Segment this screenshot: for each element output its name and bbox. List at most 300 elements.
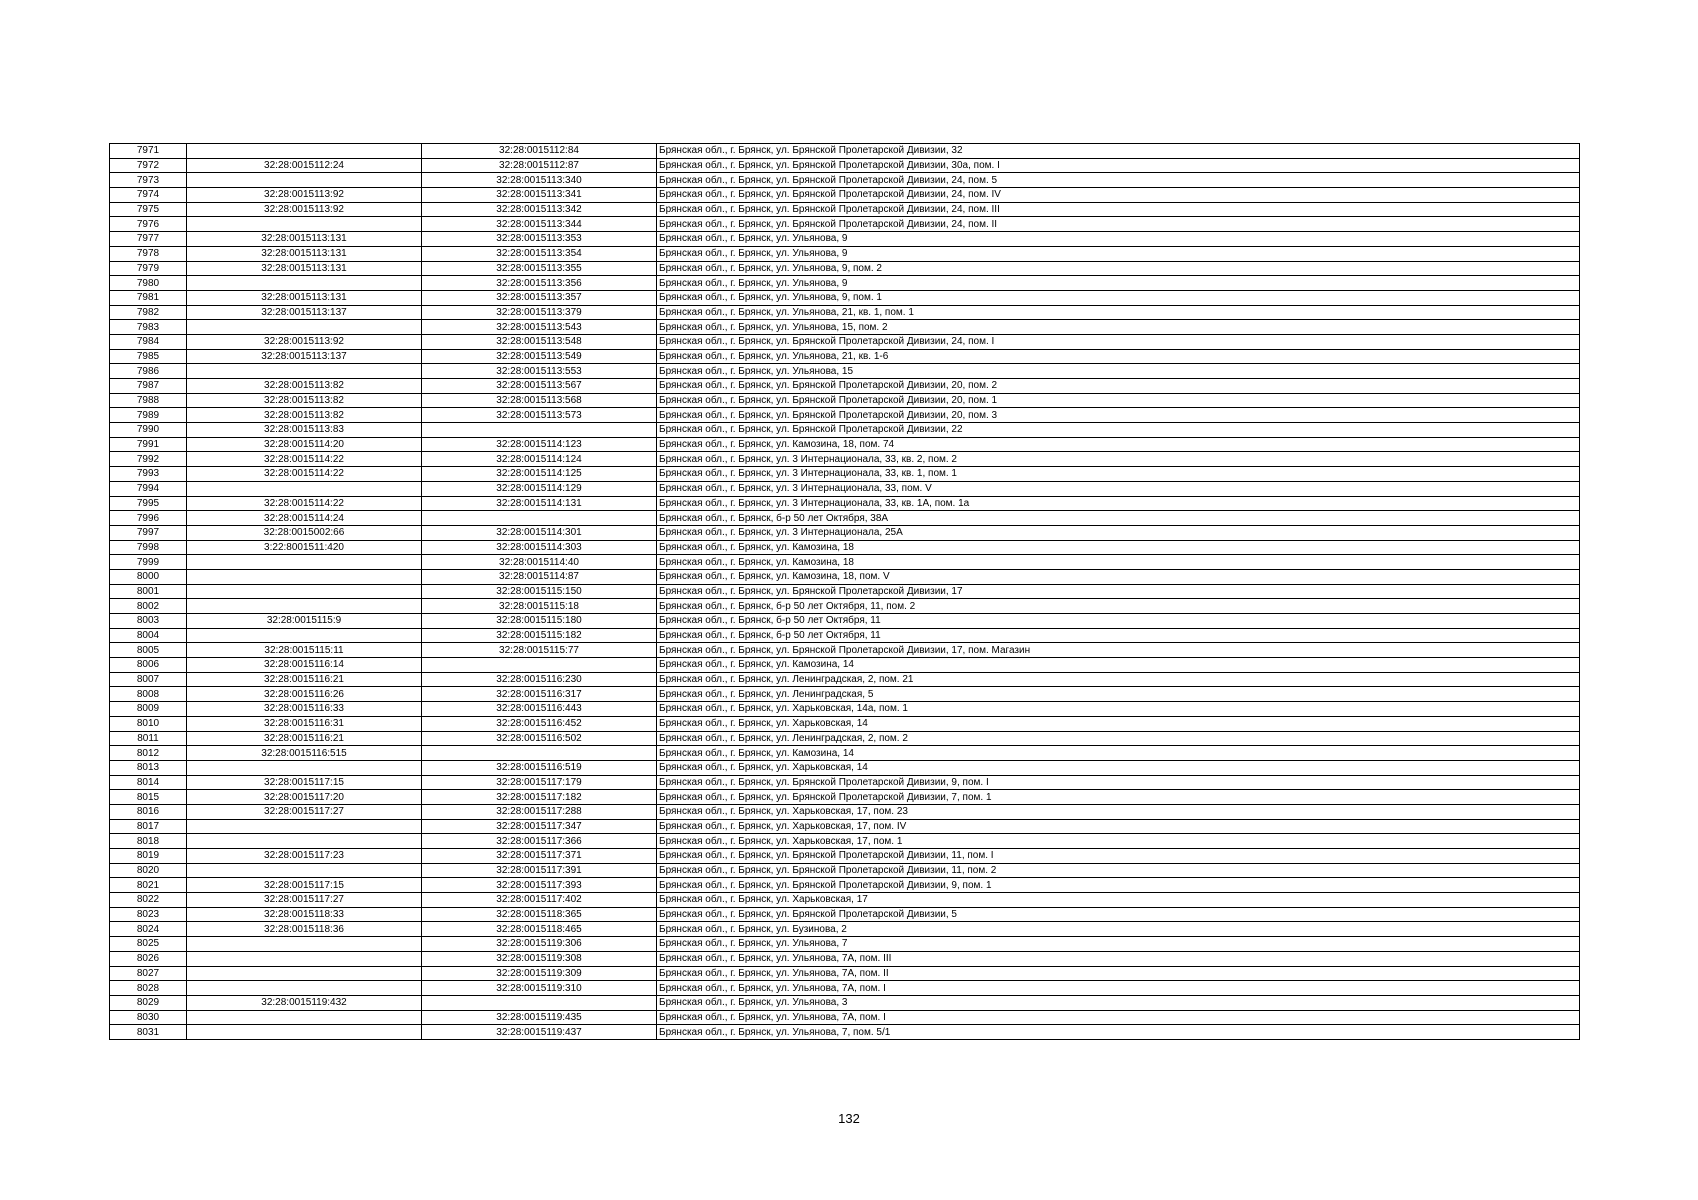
row-number-cell: 8013 <box>110 760 187 775</box>
parent-cadastral-number-cell: 32:28:0015116:26 <box>187 687 422 702</box>
table-row <box>110 731 1580 746</box>
cadastral-number-cell: 32:28:0015113:355 <box>422 261 657 276</box>
cadastral-number-cell: 32:28:0015113:573 <box>422 408 657 423</box>
parent-cadastral-number-cell <box>187 628 422 643</box>
parent-cadastral-number-cell: 32:28:0015113:82 <box>187 393 422 408</box>
row-number-cell: 7982 <box>110 305 187 320</box>
table-row <box>110 937 1580 952</box>
cadastral-number-cell: 32:28:0015119:310 <box>422 981 657 996</box>
cadastral-number-cell <box>422 423 657 438</box>
cadastral-number-cell: 32:28:0015116:502 <box>422 731 657 746</box>
cadastral-number-cell: 32:28:0015113:553 <box>422 364 657 379</box>
address-cell: Брянская обл., г. Брянск, ул. 3 Интернационала, 33, кв. 1А, пом. 1а <box>657 496 1580 511</box>
parent-cadastral-number-cell: 32:28:0015114:20 <box>187 437 422 452</box>
address-cell: Брянская обл., г. Брянск, ул. Ульянова, 9 <box>657 246 1580 261</box>
address-cell: Брянская обл., г. Брянск, ул. Камозина, 18 <box>657 540 1580 555</box>
address-cell: Брянская обл., г. Брянск, ул. Брянской Пролетарской Дивизии, 20, пом. 3 <box>657 408 1580 423</box>
cadastral-number-cell: 32:28:0015116:317 <box>422 687 657 702</box>
cadastral-number-cell: 32:28:0015117:182 <box>422 790 657 805</box>
parent-cadastral-number-cell: 32:28:0015118:36 <box>187 922 422 937</box>
address-cell: Брянская обл., г. Брянск, б-р 50 лет Октября, 11 <box>657 628 1580 643</box>
cadastral-number-cell: 32:28:0015113:357 <box>422 290 657 305</box>
row-number-cell: 7986 <box>110 364 187 379</box>
parent-cadastral-number-cell: 32:28:0015114:22 <box>187 452 422 467</box>
parent-cadastral-number-cell <box>187 760 422 775</box>
address-cell: Брянская обл., г. Брянск, ул. Брянской Пролетарской Дивизии, 11, пом. 2 <box>657 863 1580 878</box>
parent-cadastral-number-cell: 32:28:0015116:21 <box>187 672 422 687</box>
table-row <box>110 393 1580 408</box>
table-row <box>110 290 1580 305</box>
table-row <box>110 1010 1580 1025</box>
row-number-cell: 8026 <box>110 951 187 966</box>
cadastral-number-cell: 32:28:0015117:347 <box>422 819 657 834</box>
address-cell: Брянская обл., г. Брянск, ул. Брянской Пролетарской Дивизии, 11, пом. I <box>657 849 1580 864</box>
address-cell: Брянская обл., г. Брянск, ул. Брянской Пролетарской Дивизии, 24, пом. 5 <box>657 173 1580 188</box>
parent-cadastral-number-cell <box>187 937 422 952</box>
cadastral-number-cell: 32:28:0015112:84 <box>422 144 657 159</box>
table-row <box>110 1025 1580 1040</box>
table-row <box>110 790 1580 805</box>
parent-cadastral-number-cell <box>187 951 422 966</box>
table-row <box>110 995 1580 1010</box>
parent-cadastral-number-cell: 32:28:0015113:92 <box>187 188 422 203</box>
cadastral-number-cell: 32:28:0015113:568 <box>422 393 657 408</box>
table-row <box>110 188 1580 203</box>
table-row <box>110 643 1580 658</box>
table-row <box>110 423 1580 438</box>
parent-cadastral-number-cell: 32:28:0015116:515 <box>187 746 422 761</box>
table-row <box>110 922 1580 937</box>
parent-cadastral-number-cell: 32:28:0015115:11 <box>187 643 422 658</box>
row-number-cell: 7996 <box>110 511 187 526</box>
table-row <box>110 716 1580 731</box>
parent-cadastral-number-cell: 32:28:0015113:92 <box>187 202 422 217</box>
parent-cadastral-number-cell: 32:28:0015002:66 <box>187 525 422 540</box>
parent-cadastral-number-cell: 32:28:0015117:23 <box>187 849 422 864</box>
table-row <box>110 158 1580 173</box>
row-number-cell: 7990 <box>110 423 187 438</box>
cadastral-number-cell: 32:28:0015114:40 <box>422 555 657 570</box>
cadastral-number-cell: 32:28:0015115:18 <box>422 599 657 614</box>
address-cell: Брянская обл., г. Брянск, ул. Брянской Пролетарской Дивизии, 30а, пом. I <box>657 158 1580 173</box>
cadastral-number-cell: 32:28:0015113:549 <box>422 349 657 364</box>
table-row <box>110 878 1580 893</box>
parent-cadastral-number-cell: 32:28:0015113:82 <box>187 379 422 394</box>
row-number-cell: 8008 <box>110 687 187 702</box>
row-number-cell: 7998 <box>110 540 187 555</box>
parent-cadastral-number-cell: 32:28:0015113:82 <box>187 408 422 423</box>
row-number-cell: 7972 <box>110 158 187 173</box>
row-number-cell: 7979 <box>110 261 187 276</box>
address-cell: Брянская обл., г. Брянск, ул. Ульянова, 15, пом. 2 <box>657 320 1580 335</box>
registry-table <box>109 143 1580 1040</box>
parent-cadastral-number-cell <box>187 569 422 584</box>
table-row <box>110 349 1580 364</box>
cadastral-number-cell: 32:28:0015117:393 <box>422 878 657 893</box>
parent-cadastral-number-cell <box>187 173 422 188</box>
address-cell: Брянская обл., г. Брянск, ул. Камозина, 18, пом. V <box>657 569 1580 584</box>
table-row <box>110 232 1580 247</box>
cadastral-number-cell: 32:28:0015119:308 <box>422 951 657 966</box>
table-row <box>110 202 1580 217</box>
parent-cadastral-number-cell: 32:28:0015114:22 <box>187 496 422 511</box>
parent-cadastral-number-cell: 32:28:0015115:9 <box>187 614 422 629</box>
table-row <box>110 217 1580 232</box>
cadastral-number-cell: 32:28:0015114:129 <box>422 481 657 496</box>
table-row <box>110 863 1580 878</box>
address-cell: Брянская обл., г. Брянск, ул. Камозина, 14 <box>657 746 1580 761</box>
address-cell: Брянская обл., г. Брянск, ул. Ульянова, 9 <box>657 276 1580 291</box>
table-row <box>110 599 1580 614</box>
row-number-cell: 7988 <box>110 393 187 408</box>
address-cell: Брянская обл., г. Брянск, ул. Ульянова, 7А, пом. II <box>657 966 1580 981</box>
table-row <box>110 320 1580 335</box>
cadastral-number-cell: 32:28:0015114:303 <box>422 540 657 555</box>
cadastral-number-cell: 32:28:0015113:543 <box>422 320 657 335</box>
address-cell: Брянская обл., г. Брянск, ул. Брянской Пролетарской Дивизии, 24, пом. I <box>657 334 1580 349</box>
address-cell: Брянская обл., г. Брянск, ул. Ульянова, 3 <box>657 995 1580 1010</box>
cadastral-number-cell: 32:28:0015117:179 <box>422 775 657 790</box>
row-number-cell: 8018 <box>110 834 187 849</box>
address-cell: Брянская обл., г. Брянск, ул. Брянской Пролетарской Дивизии, 17, пом. Магазин <box>657 643 1580 658</box>
address-cell: Брянская обл., г. Брянск, ул. Камозина, 18, пом. 74 <box>657 437 1580 452</box>
table-row <box>110 907 1580 922</box>
address-cell: Брянская обл., г. Брянск, ул. Брянской Пролетарской Дивизии, 7, пом. 1 <box>657 790 1580 805</box>
parent-cadastral-number-cell <box>187 584 422 599</box>
table-row <box>110 305 1580 320</box>
cadastral-number-cell: 32:28:0015113:353 <box>422 232 657 247</box>
table-row <box>110 481 1580 496</box>
cadastral-number-cell: 32:28:0015115:182 <box>422 628 657 643</box>
row-number-cell: 8001 <box>110 584 187 599</box>
parent-cadastral-number-cell: 32:28:0015113:131 <box>187 246 422 261</box>
table-row <box>110 893 1580 908</box>
address-cell: Брянская обл., г. Брянск, ул. Ульянова, 7А, пом. I <box>657 981 1580 996</box>
address-cell: Брянская обл., г. Брянск, ул. Харьковская, 17 <box>657 893 1580 908</box>
row-number-cell: 8002 <box>110 599 187 614</box>
row-number-cell: 7999 <box>110 555 187 570</box>
table-row <box>110 628 1580 643</box>
row-number-cell: 8029 <box>110 995 187 1010</box>
row-number-cell: 8012 <box>110 746 187 761</box>
registry-table-body <box>110 144 1580 1040</box>
table-row <box>110 775 1580 790</box>
address-cell: Брянская обл., г. Брянск, ул. 3 Интернационала, 33, кв. 2, пом. 2 <box>657 452 1580 467</box>
address-cell: Брянская обл., г. Брянск, ул. Ленинградская, 2, пом. 21 <box>657 672 1580 687</box>
address-cell: Брянская обл., г. Брянск, ул. Брянской Пролетарской Дивизии, 32 <box>657 144 1580 159</box>
cadastral-number-cell: 32:28:0015116:443 <box>422 702 657 717</box>
parent-cadastral-number-cell: 32:28:0015113:131 <box>187 232 422 247</box>
address-cell: Брянская обл., г. Брянск, ул. Ленинградская, 5 <box>657 687 1580 702</box>
cadastral-number-cell: 32:28:0015113:379 <box>422 305 657 320</box>
row-number-cell: 7993 <box>110 467 187 482</box>
cadastral-number-cell: 32:28:0015115:150 <box>422 584 657 599</box>
cadastral-number-cell: 32:28:0015116:230 <box>422 672 657 687</box>
address-cell: Брянская обл., г. Брянск, б-р 50 лет Октября, 11, пом. 2 <box>657 599 1580 614</box>
cadastral-number-cell: 32:28:0015119:306 <box>422 937 657 952</box>
cadastral-number-cell <box>422 511 657 526</box>
parent-cadastral-number-cell: 32:28:0015117:15 <box>187 878 422 893</box>
table-row <box>110 511 1580 526</box>
row-number-cell: 7992 <box>110 452 187 467</box>
table-row <box>110 702 1580 717</box>
table-row <box>110 467 1580 482</box>
address-cell: Брянская обл., г. Брянск, ул. Брянской Пролетарской Дивизии, 24, пом. III <box>657 202 1580 217</box>
cadastral-number-cell: 32:28:0015113:548 <box>422 334 657 349</box>
address-cell: Брянская обл., г. Брянск, ул. Брянской Пролетарской Дивизии, 24, пом. II <box>657 217 1580 232</box>
parent-cadastral-number-cell <box>187 599 422 614</box>
row-number-cell: 8003 <box>110 614 187 629</box>
table-row <box>110 849 1580 864</box>
row-number-cell: 7974 <box>110 188 187 203</box>
address-cell: Брянская обл., г. Брянск, ул. Ульянова, 7 <box>657 937 1580 952</box>
parent-cadastral-number-cell: 32:28:0015118:33 <box>187 907 422 922</box>
address-cell: Брянская обл., г. Брянск, ул. Бузинова, 2 <box>657 922 1580 937</box>
row-number-cell: 8017 <box>110 819 187 834</box>
address-cell: Брянская обл., г. Брянск, ул. Ульянова, 9 <box>657 232 1580 247</box>
parent-cadastral-number-cell <box>187 364 422 379</box>
parent-cadastral-number-cell: 32:28:0015113:137 <box>187 305 422 320</box>
address-cell: Брянская обл., г. Брянск, ул. Харьковская, 17, пом. IV <box>657 819 1580 834</box>
cadastral-number-cell: 32:28:0015117:402 <box>422 893 657 908</box>
table-row <box>110 408 1580 423</box>
row-number-cell: 7977 <box>110 232 187 247</box>
row-number-cell: 8015 <box>110 790 187 805</box>
table-row <box>110 540 1580 555</box>
parent-cadastral-number-cell <box>187 863 422 878</box>
row-number-cell: 7995 <box>110 496 187 511</box>
cadastral-number-cell: 32:28:0015113:342 <box>422 202 657 217</box>
parent-cadastral-number-cell <box>187 966 422 981</box>
parent-cadastral-number-cell: 32:28:0015117:15 <box>187 775 422 790</box>
row-number-cell: 8004 <box>110 628 187 643</box>
parent-cadastral-number-cell: 32:28:0015113:131 <box>187 261 422 276</box>
parent-cadastral-number-cell: 32:28:0015112:24 <box>187 158 422 173</box>
cadastral-number-cell <box>422 746 657 761</box>
row-number-cell: 7997 <box>110 525 187 540</box>
row-number-cell: 7985 <box>110 349 187 364</box>
row-number-cell: 7975 <box>110 202 187 217</box>
parent-cadastral-number-cell: 32:28:0015113:137 <box>187 349 422 364</box>
address-cell: Брянская обл., г. Брянск, б-р 50 лет Октября, 38А <box>657 511 1580 526</box>
address-cell: Брянская обл., г. Брянск, ул. Ульянова, 9, пом. 1 <box>657 290 1580 305</box>
address-cell: Брянская обл., г. Брянск, ул. Ульянова, 9, пом. 2 <box>657 261 1580 276</box>
address-cell: Брянская обл., г. Брянск, ул. 3 Интернационала, 33, кв. 1, пом. 1 <box>657 467 1580 482</box>
row-number-cell: 8006 <box>110 658 187 673</box>
row-number-cell: 7989 <box>110 408 187 423</box>
address-cell: Брянская обл., г. Брянск, ул. Камозина, 14 <box>657 658 1580 673</box>
cadastral-number-cell: 32:28:0015114:87 <box>422 569 657 584</box>
parent-cadastral-number-cell: 32:28:0015116:31 <box>187 716 422 731</box>
row-number-cell: 8014 <box>110 775 187 790</box>
table-row <box>110 569 1580 584</box>
row-number-cell: 8005 <box>110 643 187 658</box>
address-cell: Брянская обл., г. Брянск, ул. Ульянова, 21, кв. 1-6 <box>657 349 1580 364</box>
parent-cadastral-number-cell <box>187 834 422 849</box>
table-row <box>110 452 1580 467</box>
row-number-cell: 8027 <box>110 966 187 981</box>
address-cell: Брянская обл., г. Брянск, ул. Брянской Пролетарской Дивизии, 20, пом. 2 <box>657 379 1580 394</box>
table-row <box>110 760 1580 775</box>
parent-cadastral-number-cell <box>187 1025 422 1040</box>
row-number-cell: 8010 <box>110 716 187 731</box>
row-number-cell: 7987 <box>110 379 187 394</box>
cadastral-number-cell: 32:28:0015117:371 <box>422 849 657 864</box>
table-row <box>110 261 1580 276</box>
row-number-cell: 8011 <box>110 731 187 746</box>
table-row <box>110 804 1580 819</box>
address-cell: Брянская обл., г. Брянск, ул. Харьковская, 14 <box>657 760 1580 775</box>
parent-cadastral-number-cell: 32:28:0015116:21 <box>187 731 422 746</box>
table-row <box>110 246 1580 261</box>
parent-cadastral-number-cell: 32:28:0015117:27 <box>187 804 422 819</box>
table-row <box>110 614 1580 629</box>
row-number-cell: 8000 <box>110 569 187 584</box>
parent-cadastral-number-cell <box>187 981 422 996</box>
address-cell: Брянская обл., г. Брянск, ул. Брянской Пролетарской Дивизии, 17 <box>657 584 1580 599</box>
row-number-cell: 7971 <box>110 144 187 159</box>
table-row <box>110 834 1580 849</box>
address-cell: Брянская обл., г. Брянск, ул. Брянской Пролетарской Дивизии, 9, пом. I <box>657 775 1580 790</box>
cadastral-number-cell: 32:28:0015113:354 <box>422 246 657 261</box>
table-row <box>110 746 1580 761</box>
table-row <box>110 555 1580 570</box>
table-row <box>110 819 1580 834</box>
cadastral-number-cell: 32:28:0015116:452 <box>422 716 657 731</box>
table-row <box>110 672 1580 687</box>
parent-cadastral-number-cell: 3:22:8001511:420 <box>187 540 422 555</box>
table-row <box>110 966 1580 981</box>
parent-cadastral-number-cell: 32:28:0015114:24 <box>187 511 422 526</box>
row-number-cell: 8020 <box>110 863 187 878</box>
table-row <box>110 496 1580 511</box>
parent-cadastral-number-cell <box>187 819 422 834</box>
address-cell: Брянская обл., г. Брянск, ул. Брянской Пролетарской Дивизии, 24, пом. IV <box>657 188 1580 203</box>
table-row <box>110 437 1580 452</box>
parent-cadastral-number-cell <box>187 276 422 291</box>
cadastral-number-cell: 32:28:0015113:340 <box>422 173 657 188</box>
parent-cadastral-number-cell <box>187 320 422 335</box>
address-cell: Брянская обл., г. Брянск, ул. Брянской Пролетарской Дивизии, 20, пом. 1 <box>657 393 1580 408</box>
row-number-cell: 8031 <box>110 1025 187 1040</box>
table-row <box>110 364 1580 379</box>
row-number-cell: 7973 <box>110 173 187 188</box>
cadastral-number-cell: 32:28:0015115:77 <box>422 643 657 658</box>
cadastral-number-cell: 32:28:0015115:180 <box>422 614 657 629</box>
parent-cadastral-number-cell <box>187 217 422 232</box>
cadastral-number-cell: 32:28:0015114:131 <box>422 496 657 511</box>
parent-cadastral-number-cell <box>187 481 422 496</box>
cadastral-number-cell: 32:28:0015114:125 <box>422 467 657 482</box>
row-number-cell: 8019 <box>110 849 187 864</box>
table-row <box>110 951 1580 966</box>
parent-cadastral-number-cell: 32:28:0015116:14 <box>187 658 422 673</box>
cadastral-number-cell: 32:28:0015118:465 <box>422 922 657 937</box>
cadastral-number-cell: 32:28:0015119:437 <box>422 1025 657 1040</box>
parent-cadastral-number-cell <box>187 1010 422 1025</box>
row-number-cell: 8016 <box>110 804 187 819</box>
row-number-cell: 8022 <box>110 893 187 908</box>
row-number-cell: 8028 <box>110 981 187 996</box>
address-cell: Брянская обл., г. Брянск, ул. Ульянова, 7, пом. 5/1 <box>657 1025 1580 1040</box>
cadastral-number-cell: 32:28:0015116:519 <box>422 760 657 775</box>
cadastral-number-cell <box>422 658 657 673</box>
page-number: 132 <box>838 1111 860 1126</box>
cadastral-number-cell <box>422 995 657 1010</box>
cadastral-number-cell: 32:28:0015114:301 <box>422 525 657 540</box>
table-row <box>110 687 1580 702</box>
row-number-cell: 8025 <box>110 937 187 952</box>
row-number-cell: 8030 <box>110 1010 187 1025</box>
address-cell: Брянская обл., г. Брянск, ул. Харьковская, 17, пом. 23 <box>657 804 1580 819</box>
table-row <box>110 173 1580 188</box>
parent-cadastral-number-cell: 32:28:0015114:22 <box>187 467 422 482</box>
row-number-cell: 7980 <box>110 276 187 291</box>
row-number-cell: 8023 <box>110 907 187 922</box>
cadastral-number-cell: 32:28:0015119:309 <box>422 966 657 981</box>
address-cell: Брянская обл., г. Брянск, ул. Харьковская, 14а, пом. 1 <box>657 702 1580 717</box>
table-row <box>110 379 1580 394</box>
table-row <box>110 981 1580 996</box>
cadastral-number-cell: 32:28:0015114:124 <box>422 452 657 467</box>
address-cell: Брянская обл., г. Брянск, ул. Харьковская, 17, пом. 1 <box>657 834 1580 849</box>
row-number-cell: 7994 <box>110 481 187 496</box>
cadastral-number-cell: 32:28:0015117:288 <box>422 804 657 819</box>
parent-cadastral-number-cell: 32:28:0015119:432 <box>187 995 422 1010</box>
table-row <box>110 584 1580 599</box>
row-number-cell: 7983 <box>110 320 187 335</box>
cadastral-number-cell: 32:28:0015118:365 <box>422 907 657 922</box>
address-cell: Брянская обл., г. Брянск, ул. Брянской Пролетарской Дивизии, 9, пом. 1 <box>657 878 1580 893</box>
address-cell: Брянская обл., г. Брянск, ул. Камозина, 18 <box>657 555 1580 570</box>
address-cell: Брянская обл., г. Брянск, ул. Ульянова, 7А, пом. III <box>657 951 1580 966</box>
row-number-cell: 7976 <box>110 217 187 232</box>
row-number-cell: 8007 <box>110 672 187 687</box>
parent-cadastral-number-cell: 32:28:0015113:92 <box>187 334 422 349</box>
row-number-cell: 8021 <box>110 878 187 893</box>
address-cell: Брянская обл., г. Брянск, ул. Брянской Пролетарской Дивизии, 22 <box>657 423 1580 438</box>
parent-cadastral-number-cell: 32:28:0015113:131 <box>187 290 422 305</box>
cadastral-number-cell: 32:28:0015113:567 <box>422 379 657 394</box>
row-number-cell: 7981 <box>110 290 187 305</box>
table-row <box>110 334 1580 349</box>
row-number-cell: 8024 <box>110 922 187 937</box>
table-row <box>110 276 1580 291</box>
address-cell: Брянская обл., г. Брянск, ул. Ульянова, 15 <box>657 364 1580 379</box>
address-cell: Брянская обл., г. Брянск, ул. Харьковская, 14 <box>657 716 1580 731</box>
address-cell: Брянская обл., г. Брянск, ул. Ленинградская, 2, пом. 2 <box>657 731 1580 746</box>
cadastral-number-cell: 32:28:0015113:341 <box>422 188 657 203</box>
address-cell: Брянская обл., г. Брянск, ул. 3 Интернационала, 33, пом. V <box>657 481 1580 496</box>
table-row <box>110 658 1580 673</box>
address-cell: Брянская обл., г. Брянск, ул. Ульянова, 21, кв. 1, пом. 1 <box>657 305 1580 320</box>
row-number-cell: 7978 <box>110 246 187 261</box>
row-number-cell: 8009 <box>110 702 187 717</box>
address-cell: Брянская обл., г. Брянск, ул. Ульянова, 7А, пом. I <box>657 1010 1580 1025</box>
parent-cadastral-number-cell: 32:28:0015116:33 <box>187 702 422 717</box>
cadastral-number-cell: 32:28:0015114:123 <box>422 437 657 452</box>
row-number-cell: 7984 <box>110 334 187 349</box>
cadastral-number-cell: 32:28:0015113:356 <box>422 276 657 291</box>
table-row <box>110 144 1580 159</box>
row-number-cell: 7991 <box>110 437 187 452</box>
parent-cadastral-number-cell: 32:28:0015117:27 <box>187 893 422 908</box>
address-cell: Брянская обл., г. Брянск, ул. Брянской Пролетарской Дивизии, 5 <box>657 907 1580 922</box>
cadastral-number-cell: 32:28:0015119:435 <box>422 1010 657 1025</box>
table-row <box>110 525 1580 540</box>
parent-cadastral-number-cell: 32:28:0015117:20 <box>187 790 422 805</box>
cadastral-number-cell: 32:28:0015112:87 <box>422 158 657 173</box>
